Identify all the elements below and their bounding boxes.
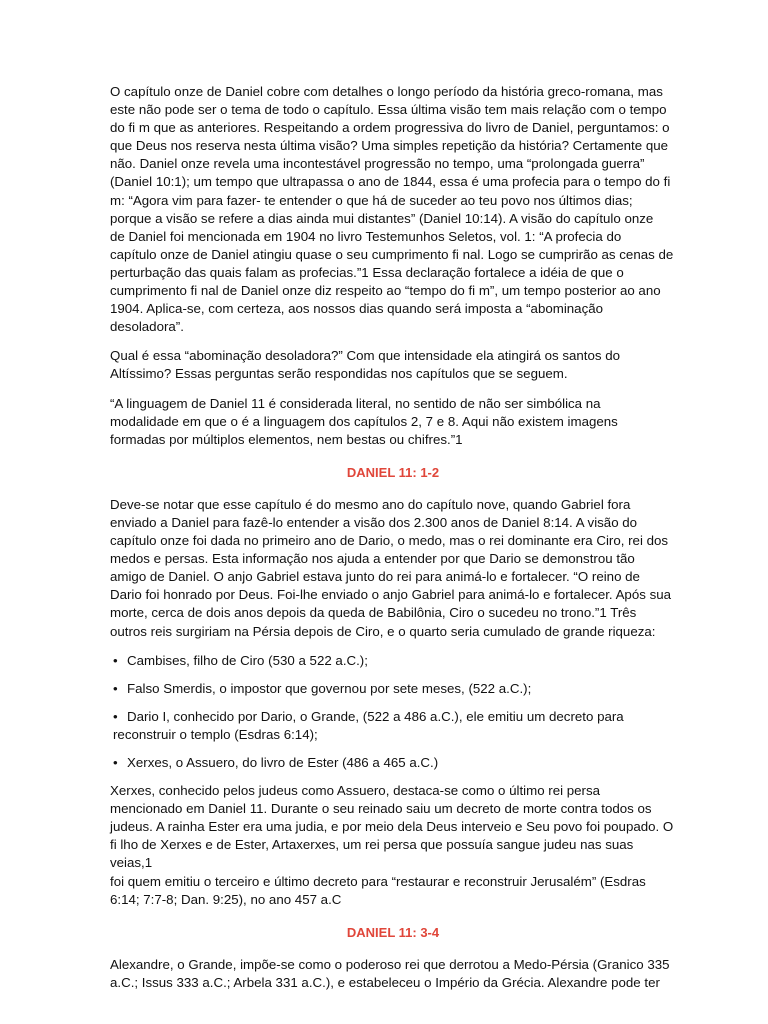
list-item-xerxes bbox=[113, 754, 676, 772]
list-item-text: Xerxes, o Assuero, do livro de Ester (486 a 465 a.C.) bbox=[127, 755, 439, 770]
paragraph-alexandre: Alexandre, o Grande, impõe-se como o poderoso rei que derrotou a Medo-Pérsia (Granico 335 a.C.; Issus 333 a.C.; Arbela 331 a.C.), e estabeleceu o Império da Grécia. Alexandre pode ter bbox=[110, 956, 670, 990]
paragraph-gabriel: Deve-se notar que esse capítulo é do mesmo ano do capítulo nove, quando Gabriel fora enviado a Daniel para fazê-lo entender a visão dos 2.300 anos de Daniel 8:14. A visão do capítulo onze foi dada no primeiro ano de Dario, o medo, mas o rei dominante era Ciro, rei dos medos e persas. Esta informação nos ajuda a entender por que Dario se demonstrou tão amigo de Daniel. O anjo Gabriel estava junto do rei para animá-lo e fortalecer. “O reino de Dario foi honrado por Deus. Foi-lhe enviado o anjo Gabriel para animá-lo e fortalecer. Após sua morte, cerca de dois anos depois da queda de Babilônia, Ciro o sucedeu no trono.”1 Três outros reis surgiriam na Pérsia depois de Ciro, e o quarto seria cumulado de grande riqueza: bbox=[110, 496, 672, 639]
paragraph-intro: O capítulo onze de Daniel cobre com detalhes o longo período da história greco-romana, mas este não pode ser o tema de todo o capítulo. Essa última visão tem mais relação com o tempo do fi m que as anteriores. Respeitando a ordem progressiva do livro de Daniel, perguntamos: o que Deus nos reserva nesta última visão? Uma simples repetição da história? Certamente que não. Daniel onze revela uma incontestável progressão no tempo, uma “prolongada guerra” (Daniel 10:1); um tempo que ultrapassa o ano de 1844, essa é uma profecia para o tempo do fi m: “Agora vim para fazer- te entender o que há de suceder ao teu povo nos últimos dias; porque a visão se refere a dias ainda mui distantes” (Daniel 10:14). A visão do capítulo onze de Daniel foi mencionada em 1904 no livro Testemunhos Seletos, vol. 1: “A profecia do capítulo onze de Daniel atingiu quase o seu cumprimento fi nal. Logo se cumprirão as cenas de perturbação das quais falam as profecias.”1 Essa declaração fortalece a idéia de que o cumprimento fi nal de Daniel onze diz respeito ao “tempo do fi m”, um tempo posterior ao ano 1904. Aplica-se, com certeza, aos nossos dias quando será imposta a “abominação desoladora”. bbox=[110, 84, 674, 335]
bullet-icon: • bbox=[113, 680, 118, 696]
bullet-icon: • bbox=[113, 652, 118, 668]
list-item-dario bbox=[113, 708, 676, 744]
list-item-text: Falso Smerdis, o impostor que governou por sete meses, (522 a.C.); bbox=[127, 680, 532, 696]
list-item-smerdis bbox=[113, 680, 676, 698]
paragraph-quote: “A linguagem de Daniel 11 é considerada literal, no sentido de não ser simbólica na modalidade em que o é a linguagem dos capítulos 2, 7 e 8. Aqui não existem imagens formadas por múltiplos elementos, nem bestas ou chifres.”1 bbox=[110, 395, 618, 447]
bullet-icon: • bbox=[113, 708, 118, 724]
bullet-icon: • bbox=[113, 755, 118, 770]
list-item-text: Cambises, filho de Ciro (530 a 522 a.C.); bbox=[127, 652, 368, 668]
paragraph-xerxes: Xerxes, conhecido pelos judeus como Assuero, destaca-se como o último rei persa mencionado em Daniel 11. Durante o seu reinado saiu um decreto de morte contra todos os judeus. A rainha Ester era uma judia, e por meio dela Deus interveio e Seu povo foi poupado. O fi lho de Xerxes e de Ester, Artaxerxes, um rei persa que possuía sangue judeu nas suas veias,1 foi quem emitiu o terceiro e último decreto para “restaurar e reconstruir Jerusalém” (Esdras 6:14; 7:7-8; Dan. 9:25), no ano 457 a.C bbox=[110, 783, 674, 907]
list-item-text: Dario I, conhecido por Dario, o Grande, (522 a 486 a.C.), ele emitiu um decreto para reconstruir o templo (Esdras 6:14); bbox=[113, 708, 624, 742]
section-heading-daniel-11-1-2: DANIEL 11: 1-2 bbox=[346, 464, 440, 480]
paragraph-question: Qual é essa “abominação desoladora?” Com que intensidade ela atingirá os santos do Altíssimo? Essas perguntas serão respondidas nos capítulos que se seguem. bbox=[110, 348, 621, 382]
list-item-cambises bbox=[113, 652, 676, 670]
section-heading-daniel-11-3-4: DANIEL 11: 3-4 bbox=[346, 924, 440, 940]
